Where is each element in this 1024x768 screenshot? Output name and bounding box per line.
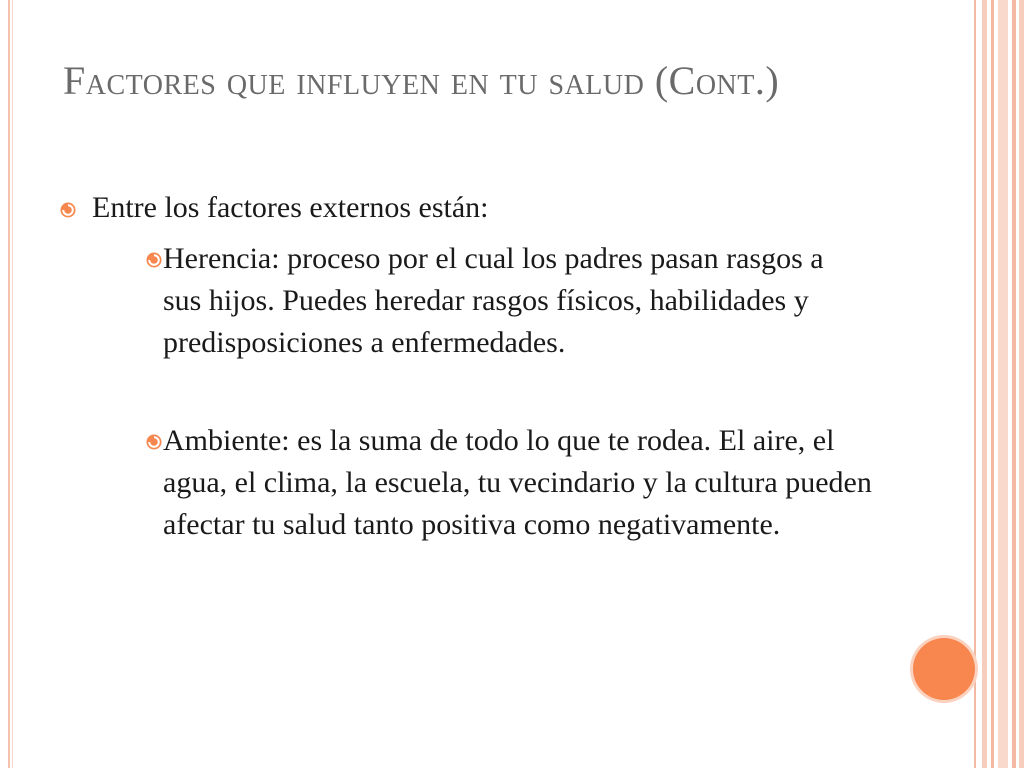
stripe — [1012, 0, 1016, 768]
bullet-text: Entre los factores externos están: — [92, 191, 489, 224]
bullet-level-1 — [60, 188, 880, 228]
bullet-icon — [146, 434, 162, 450]
stripe — [998, 0, 1008, 768]
bullet-icon — [146, 252, 162, 268]
bullet-text: Ambiente: es la suma de todo lo que te rodea. El aire, el agua, el clima, la escuela, tu vecindario y la cultura pueden afectar tu salud tanto positiva como negativamente. — [163, 424, 872, 541]
bullet-level-2 — [146, 238, 866, 364]
slide-title: Factores que influyen en tu salud (Cont.) — [63, 58, 780, 103]
left-frame-line — [8, 0, 10, 768]
left-frame-inner-line — [12, 0, 13, 768]
stripe — [982, 0, 987, 768]
stripe — [1019, 0, 1024, 768]
bullet-text: Herencia: proceso por el cual los padres pasan rasgos a sus hijos. Puedes heredar rasgos físicos, habilidades y predisposiciones a enfermedades. — [163, 242, 824, 359]
accent-circle-icon — [913, 638, 975, 700]
bullet-icon — [60, 202, 76, 218]
stripe — [974, 0, 976, 768]
right-decorative-stripes — [974, 0, 1024, 768]
bullet-level-2 — [146, 420, 886, 546]
stripe — [991, 0, 994, 768]
